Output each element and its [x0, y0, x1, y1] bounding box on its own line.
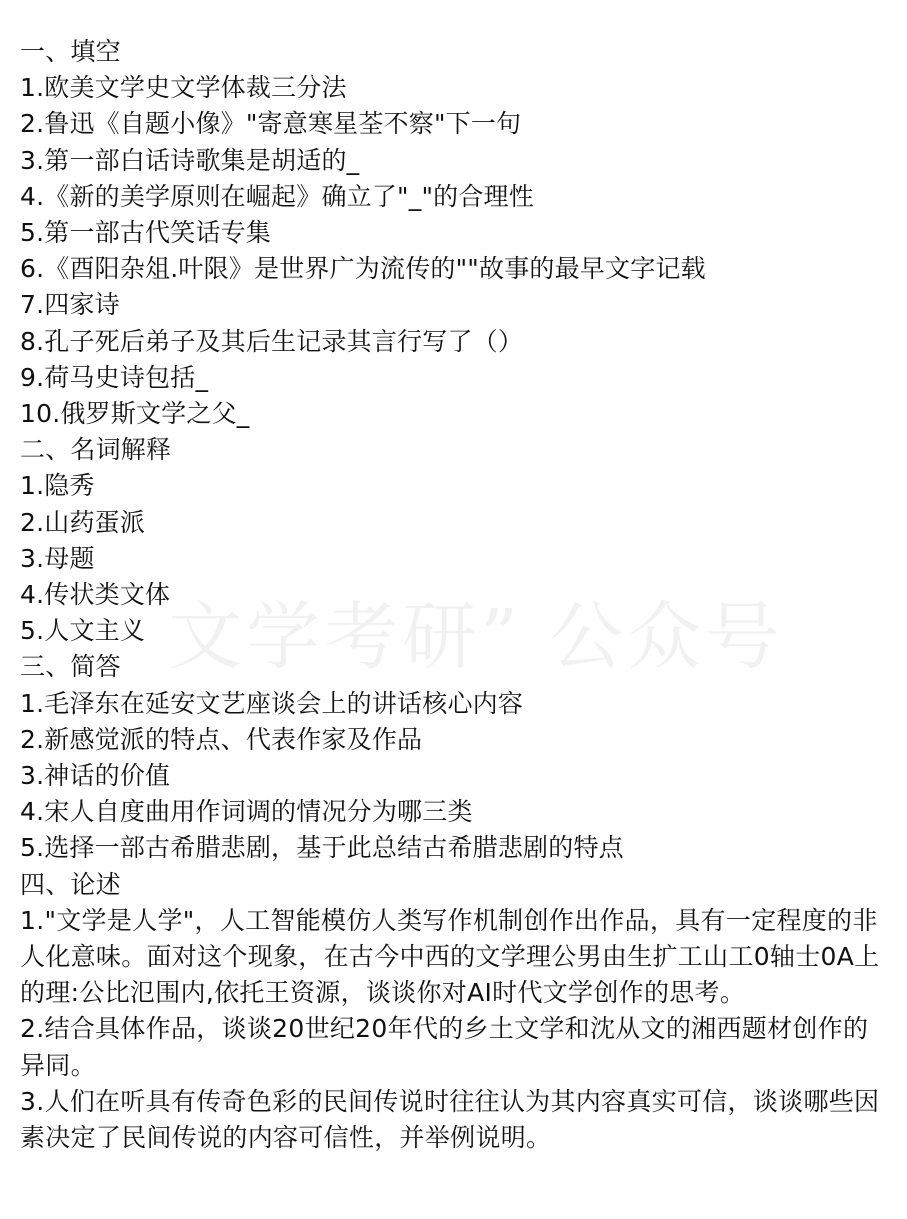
short-answer-item: 4.宋人自度曲用作词调的情况分为哪三类	[20, 797, 473, 827]
short-answer-item: 1.毛泽东在延安文艺座谈会上的讲话核心内容	[20, 688, 524, 718]
section-heading-term-explanation: 二、名词解释	[20, 435, 172, 465]
section-heading-essay: 四、论述	[20, 869, 121, 899]
fill-in-item: 5.第一部古代笑话专集	[20, 218, 272, 248]
short-answer-item: 2.新感觉派的特点、代表作家及作品	[20, 724, 423, 754]
essay-item: 2.结合具体作品，谈谈20世纪20年代的乡土文学和沈从文的湘西题材创作的异同。	[20, 1014, 869, 1080]
fill-in-item: 2.鲁迅《自题小像》"寄意寒星荃不察"下一句	[20, 109, 522, 139]
fill-in-item: 10.俄罗斯文学之父_	[20, 399, 250, 429]
short-answer-item: 5.选择一部古希腊悲剧，基于此总结古希腊悲剧的特点	[20, 833, 624, 863]
fill-in-item: 3.第一部白话诗歌集是胡适的_	[20, 145, 360, 175]
term-item: 3.母题	[20, 543, 95, 573]
term-item: 4.传状类文体	[20, 580, 171, 610]
section-heading-fill-in: 一、填空	[20, 37, 121, 66]
essay-item: 1."文学是人学"，人工智能模仿人类写作机制创作出作品，具有一定程度的非人化意味。面对这个现象，在古今中西的文学理公男由生扩工山工0轴士0A上的理:公比氾围内,依托王资源，谈谈你对AI时代文学创作的思考。	[20, 905, 880, 1008]
fill-in-item: 9.荷马史诗包括_	[20, 362, 209, 392]
term-item: 1.隐秀	[20, 471, 95, 501]
essay-item: 3.人们在听具有传奇色彩的民间传说时往往认为其内容真实可信，谈谈哪些因素决定了民间传说的内容可信性，并举例说明。	[20, 1086, 880, 1153]
term-item: 5.人文主义	[20, 616, 146, 646]
fill-in-item: 7.四家诗	[20, 290, 120, 320]
fill-in-item: 6.《酉阳杂俎.叶限》是世界广为流传的""故事的最早文字记载	[20, 254, 706, 284]
fill-in-item: 1.欧美文学史文学体裁三分法	[20, 73, 347, 103]
short-answer-item: 3.神话的价值	[20, 761, 171, 791]
section-heading-short-answer: 三、简答	[20, 652, 121, 682]
term-item: 2.山药蛋派	[20, 507, 146, 537]
fill-in-item: 8.孔子死后弟子及其后生记录其言行写了（）	[20, 326, 524, 356]
exam-document	[20, 34, 892, 1156]
watermark-text: 文学考研” 公众号	[168, 594, 784, 680]
fill-in-item: 4.《新的美学原则在崛起》确立了"_"的合理性	[20, 181, 534, 211]
